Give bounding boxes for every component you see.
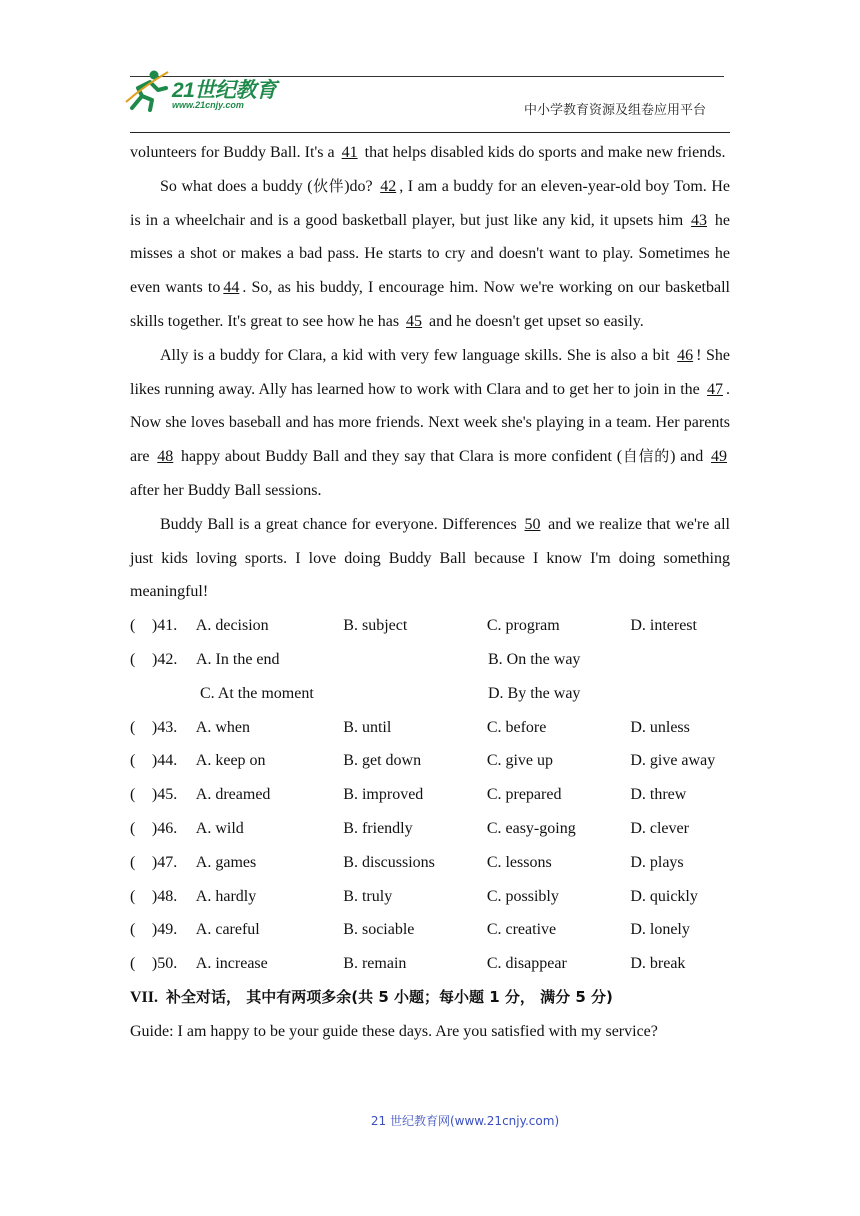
option-c: C. easy-going: [486, 819, 576, 837]
option-a: A. keep on: [195, 752, 266, 770]
chinese-gloss: 伙伴: [312, 176, 345, 195]
passage-paragraph: [130, 339, 730, 508]
option-a: A. games: [195, 853, 257, 871]
option-d: D. quickly: [630, 887, 698, 905]
passage-text: that helps disabled kids do sports and make new friends.: [360, 144, 726, 161]
passage-text: ! She likes running away. Ally has learned how to work with Clara and to get her to join in the: [130, 346, 731, 398]
dialogue-line: Guide: I am happy to be your guide these days. Are you satisfied with my service?: [130, 1022, 658, 1040]
option-c: C. program: [486, 617, 560, 635]
option-d: D. unless: [630, 718, 690, 736]
option-b: B. discussions: [343, 853, 435, 871]
document-body: [130, 136, 730, 1049]
option-a: A. increase: [195, 955, 268, 973]
answer-paren: (: [130, 887, 136, 905]
passage-text: , I am a buddy for an eleven-year-old boy Tom. He is in a wheelchair and is a good basketball player, but just like any kid, it upsets him: [130, 177, 730, 229]
blank-47: 47: [707, 380, 723, 398]
blank-49: 49: [711, 448, 728, 466]
answer-paren: (: [130, 718, 136, 736]
option-d: D. lonely: [630, 921, 690, 939]
blank-45: 45: [406, 312, 423, 330]
option-b: B. friendly: [343, 819, 413, 837]
passage-text: after her Buddy Ball sessions.: [130, 481, 322, 499]
question-row: [130, 711, 730, 745]
page-footer: [0, 1112, 860, 1129]
section-detail: (共 5 小题；每小题 1 分， 满分 5 分): [351, 987, 613, 1006]
question-number: )42.: [152, 650, 178, 668]
option-a: A. decision: [195, 617, 269, 635]
passage-text: he misses a shot or makes a bad pass. He starts to cry and doesn't want to play. Sometimes he even wants to: [130, 211, 731, 297]
question-row: [130, 778, 730, 812]
question-row: [130, 812, 730, 846]
blank-46: 46: [677, 346, 694, 364]
blank-43: 43: [691, 211, 708, 229]
option-c: C. At the moment: [200, 684, 314, 702]
passage-text: happy about Buddy Ball and they say that Clara is more confident (: [176, 448, 623, 466]
question-row: [130, 643, 730, 677]
option-a: A. careful: [195, 921, 260, 939]
blank-48: 48: [157, 448, 174, 466]
option-c: C. lessons: [486, 853, 552, 871]
option-b: B. improved: [343, 786, 424, 804]
question-row: [130, 947, 730, 981]
option-a: A. hardly: [195, 887, 257, 905]
answer-paren: (: [130, 819, 136, 837]
blank-42: 42: [380, 177, 397, 195]
question-row: [130, 880, 730, 914]
option-d: D. clever: [630, 819, 689, 837]
option-b: B. remain: [343, 955, 407, 973]
question-number: )50.: [151, 955, 178, 973]
answer-paren: (: [130, 617, 136, 635]
chinese-gloss: 自信的: [622, 447, 671, 466]
option-a: A. In the end: [196, 650, 280, 668]
passage-paragraph: [130, 170, 730, 339]
answer-paren: (: [130, 786, 136, 804]
option-c: C. before: [486, 718, 547, 736]
question-number: )44.: [151, 752, 178, 770]
section-numeral: VII.: [130, 988, 159, 1006]
option-c: C. disappear: [486, 955, 567, 973]
option-d: D. give away: [630, 752, 716, 770]
option-a: A. when: [195, 718, 250, 736]
answer-paren: (: [130, 752, 136, 770]
question-list: [130, 609, 730, 981]
option-d: D. threw: [630, 786, 687, 804]
question-row: [130, 846, 730, 880]
option-b: B. until: [343, 718, 392, 736]
option-c: C. give up: [486, 752, 554, 770]
passage-text: volunteers for Buddy Ball. It's a: [130, 144, 339, 161]
cloze-passage: [130, 136, 730, 609]
logo-text: 21世纪教育: [172, 79, 277, 102]
question-number: )43.: [151, 718, 178, 736]
option-d: D. break: [630, 955, 686, 973]
option-b: B. subject: [343, 617, 408, 635]
passage-text: So what does a buddy (: [160, 177, 313, 195]
answer-paren: (: [130, 650, 136, 668]
question-row-continued: [130, 677, 730, 711]
blank-41: 41: [341, 144, 358, 161]
runner-icon: [124, 68, 170, 112]
question-number: )48.: [151, 887, 178, 905]
passage-paragraph: [130, 508, 730, 609]
passage-text: . So, as his buddy, I encourage him. Now we're working on our basketball skills together. It's great to see how he has: [130, 279, 730, 330]
option-a: A. wild: [195, 819, 244, 837]
blank-50: 50: [524, 515, 541, 533]
passage-text: Buddy Ball is a great chance for everyone. Differences: [160, 515, 522, 533]
question-row: [130, 609, 730, 643]
answer-paren: (: [130, 853, 136, 871]
section-title: 补全对话， 其中有两项多余: [166, 987, 352, 1006]
option-d: D. By the way: [488, 684, 581, 702]
option-b: B. On the way: [488, 650, 581, 668]
option-c: C. possibly: [486, 887, 559, 905]
option-c: C. prepared: [486, 786, 562, 804]
option-b: B. sociable: [343, 921, 415, 939]
passage-text: and we realize that we're all just kids loving sports. I love doing Buddy Ball because I know I'm doing something meaningful!: [130, 515, 730, 601]
site-logo: [124, 68, 294, 116]
logo-url: www.21cnjy.com: [172, 100, 244, 110]
passage-paragraph: [130, 136, 730, 170]
passage-text: ) and: [670, 448, 709, 466]
question-row: [130, 744, 730, 778]
option-b: B. truly: [343, 887, 393, 905]
answer-paren: (: [130, 955, 136, 973]
section-heading: [130, 981, 730, 1015]
passage-text: Ally is a buddy for Clara, a kid with very few language skills. She is also a bit: [160, 346, 675, 364]
question-row: [130, 913, 730, 947]
passage-text: )do?: [344, 177, 378, 195]
option-d: D. plays: [630, 853, 684, 871]
question-number: )41.: [151, 617, 178, 635]
passage-text: and he doesn't get upset so easily.: [425, 312, 644, 330]
question-number: )46.: [151, 819, 178, 837]
option-a: A. dreamed: [195, 786, 271, 804]
platform-title: 中小学教育资源及组卷应用平台: [523, 103, 706, 118]
footer-text: 21 世纪教育网(www.21cnjy.com): [370, 1114, 560, 1128]
header-bottom-rule: [130, 132, 730, 133]
question-number: )47.: [151, 853, 178, 871]
question-number: )45.: [151, 786, 178, 804]
option-c: C. creative: [486, 921, 557, 939]
question-number: )49.: [151, 921, 178, 939]
option-b: B. get down: [343, 752, 422, 770]
option-d: D. interest: [630, 617, 697, 635]
blank-44: 44: [223, 279, 240, 297]
passage-text: . Now she loves baseball and has more friends. Next week she's playing in a team. Her parents are: [130, 380, 730, 466]
answer-paren: (: [130, 921, 136, 939]
